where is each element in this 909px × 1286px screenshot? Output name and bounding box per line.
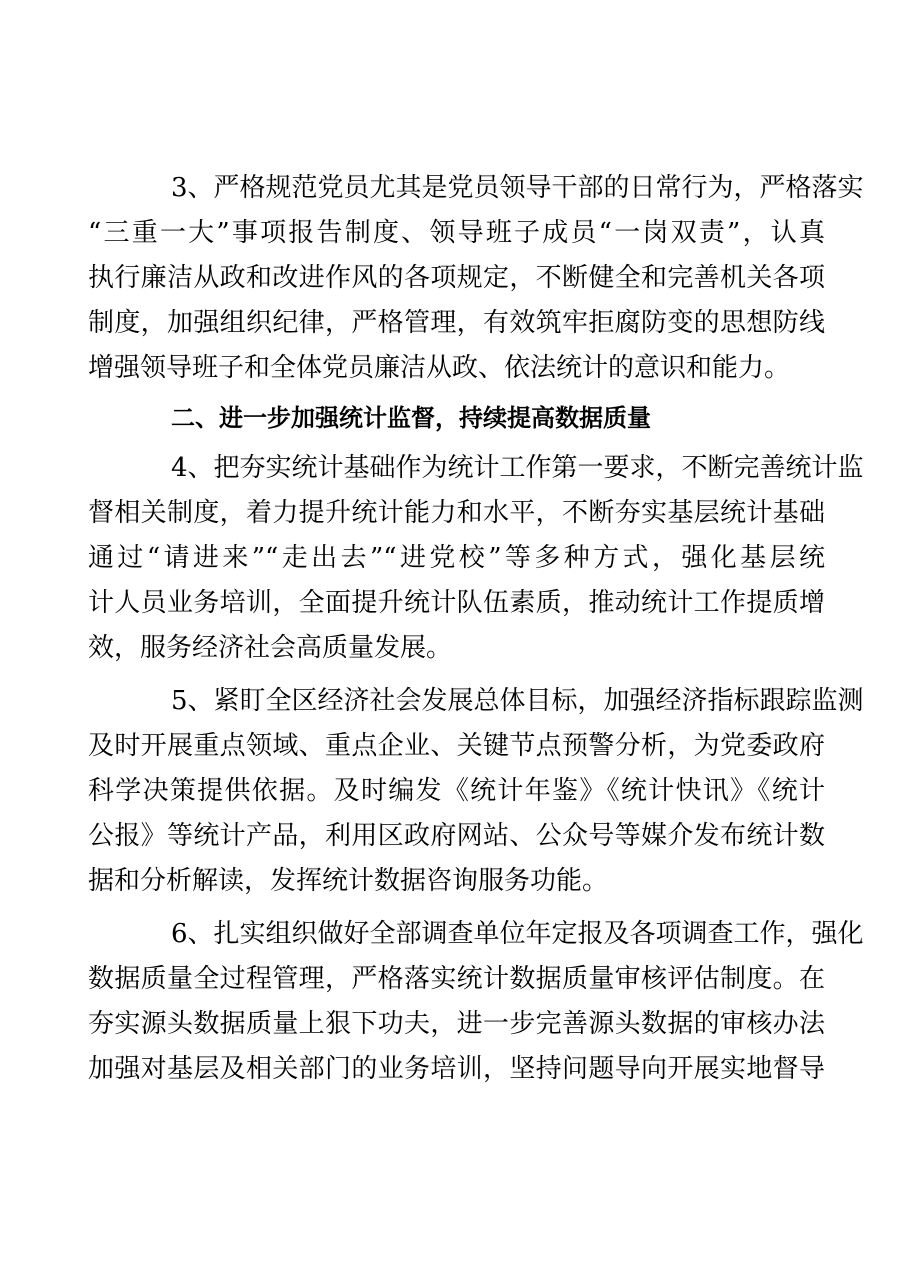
paragraph-line: 加强对基层及相关部门的业务培训，坚持问题导向开展实地督导: [88, 1054, 825, 1084]
paragraph-line: 数据质量全过程管理，严格落实统计数据质量审核评估制度。在: [88, 964, 825, 994]
paragraph-line: 4、把夯实统计基础作为统计工作第一要求，不断完善统计监: [171, 453, 864, 483]
paragraph-line: 督相关制度，着力提升统计能力和水平，不断夯实基层统计基础: [88, 498, 825, 528]
paragraph-line: 增强领导班子和全体党员廉洁从政、依法统计的意识和能力。: [88, 353, 791, 383]
paragraph-line: 通过“请进来”“走出去”“进党校”等多种方式，强化基层统: [88, 543, 825, 573]
paragraph-line: 夯实源头数据质量上狠下功夫，进一步完善源头数据的审核办法: [88, 1009, 825, 1039]
paragraph-line: 5、紧盯全区经济社会发展总体目标，加强经济指标跟踪监测: [171, 686, 864, 716]
paragraph-line: 制度，加强组织纪律，严格管理，有效筑牢拒腐防变的思想防线: [88, 308, 825, 338]
paragraph-6: [88, 912, 864, 1092]
paragraph-line: 公报》等统计产品，利用区政府网站、公众号等媒介发布统计数: [88, 821, 825, 851]
paragraph-4: [88, 446, 864, 671]
paragraph-line: 计人员业务培训，全面提升统计队伍素质，推动统计工作提质增: [88, 588, 825, 618]
paragraph-line: 及时开展重点领域、重点企业、关键节点预警分析，为党委政府: [88, 731, 825, 761]
paragraph-line: “三重一大”事项报告制度、领导班子成员“一岗双责”，认真: [88, 218, 825, 248]
paragraph-line: 科学决策提供依据。及时编发《统计年鉴》《统计快讯》《统计: [88, 776, 825, 806]
document-body: [88, 166, 864, 1092]
section-heading: 二、进一步加强统计监督，持续提高数据质量: [171, 404, 651, 432]
paragraph-line: 6、扎实组织做好全部调查单位年定报及各项调查工作，强化: [171, 919, 864, 949]
paragraph-line: 效，服务经济社会高质量发展。: [88, 633, 453, 663]
paragraph-5: [88, 679, 864, 904]
paragraph-line: 据和分析解读，发挥统计数据咨询服务功能。: [88, 866, 609, 896]
paragraph-3: [88, 166, 864, 391]
paragraph-line: 执行廉洁从政和改进作风的各项规定，不断健全和完善机关各项: [88, 263, 825, 293]
paragraph-line: 3、严格规范党员尤其是党员领导干部的日常行为，严格落实: [171, 173, 864, 203]
